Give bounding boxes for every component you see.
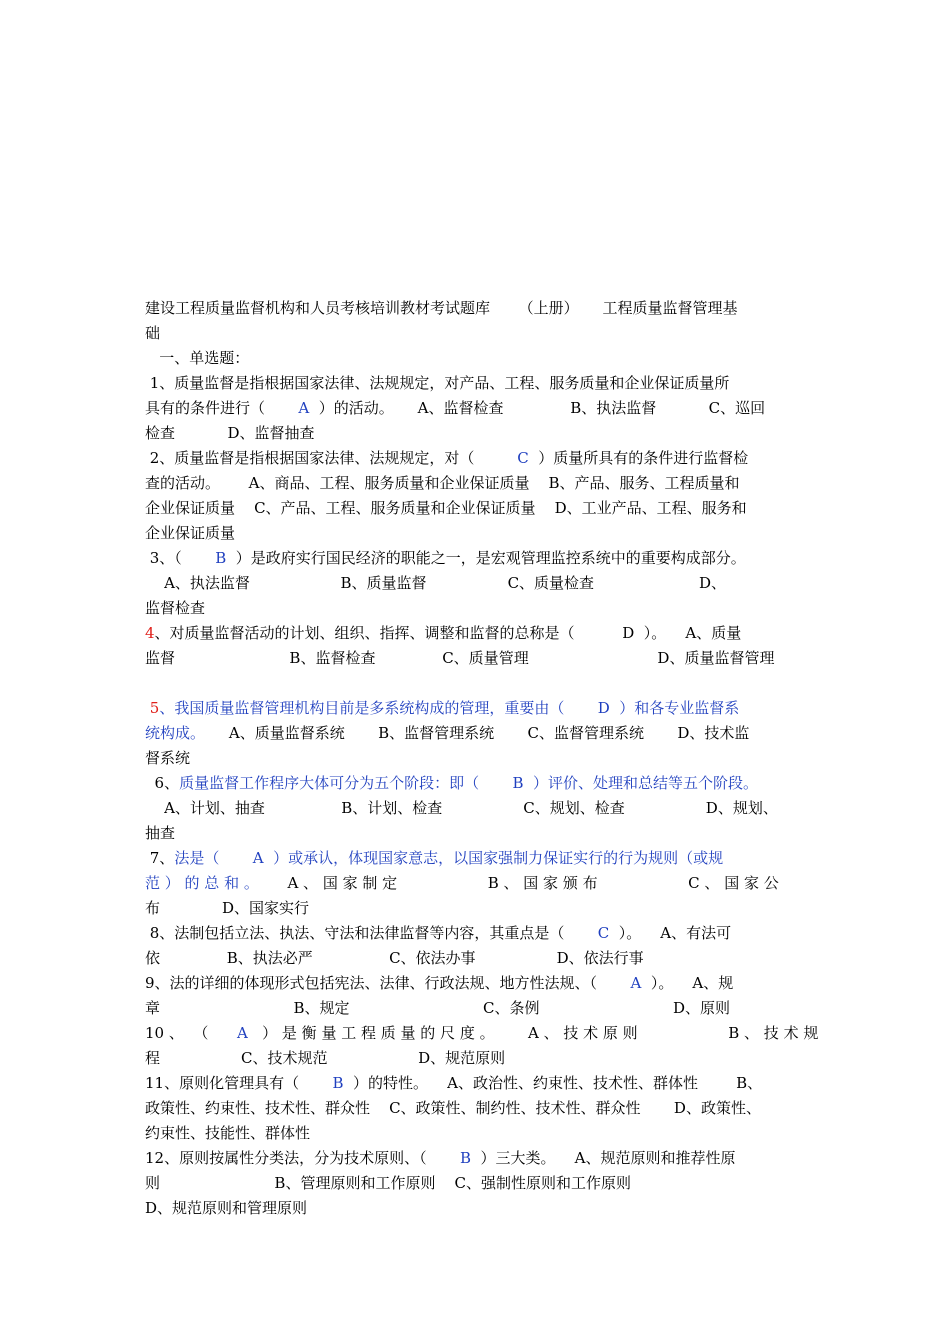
question-11-text: 11、原则化管理具有（	[145, 1074, 333, 1092]
question-9-text-tail: ）。 A、规	[641, 974, 734, 992]
question-11-line-3: 约束性、技能性、群体性	[145, 1124, 311, 1142]
question-9-line-2: 章 B、规定 C、条例 D、原则	[145, 999, 731, 1017]
question-9-line-1	[145, 971, 733, 995]
question-2-line-3: 企业保证质量 C、产品、工程、服务质量和企业保证质量 D、工业产品、工程、服务和	[145, 499, 747, 517]
question-7-text-cont: 范 ） 的 总 和 。	[145, 874, 259, 892]
question-4-number: 4	[145, 624, 155, 642]
question-12-line-2: 则 B、管理原则和工作原则 C、强制性原则和工作原则	[145, 1174, 632, 1192]
question-7-text: 法是（	[174, 849, 253, 867]
section-heading: 一、单选题：	[145, 349, 250, 367]
question-11-text-tail: ）的特性。 A、政治性、约束性、技术性、群体性 B、	[343, 1074, 763, 1092]
question-12-answer: B	[459, 1149, 471, 1167]
question-7-options: A 、 国 家 制 定 B 、 国 家 颁 布 C 、 国 家 公	[258, 874, 779, 892]
question-12-text: 12、原则按属性分类法，分为技术原则、（	[145, 1149, 460, 1167]
question-7-number: 7、	[145, 849, 175, 867]
question-8-answer: C	[597, 924, 610, 942]
question-1-options: ）的活动。 A、监督检查 B、执法监督 C、巡回	[309, 399, 766, 417]
question-5-text: 、我国质量监督管理机构目前是多系统构成的管理，重要由（	[159, 699, 598, 717]
question-8-text-tail: ）。 A、有法可	[609, 924, 732, 942]
question-9-answer: A	[630, 974, 642, 992]
question-5-options: A、质量监督系统 B、监督管理系统 C、监督管理系统 D、技术监	[205, 724, 750, 742]
question-4-text: 、对质量监督活动的计划、组织、指挥、调整和监督的总称是（	[154, 624, 623, 642]
question-6-line-3: 抽查	[145, 824, 176, 842]
question-6-text: 质量监督工作程序大体可分为五个阶段：即（	[179, 774, 513, 792]
question-5-line-2	[145, 721, 749, 745]
question-12-line-1	[145, 1146, 735, 1170]
question-4-answer: D	[622, 624, 635, 642]
question-5-answer: D	[597, 699, 610, 717]
question-11-line-2: 政策性、约束性、技术性、群众性 C、政策性、制约性、技术性、群众性 D、政策性、	[145, 1099, 761, 1117]
question-3-line-1	[145, 546, 746, 570]
question-5-text-tail: ）和各专业监督系	[609, 699, 740, 717]
question-1-text: 具有的条件进行（	[145, 399, 299, 417]
doc-title-line-1: 建设工程质量监督机构和人员考核培训教材考试题库 （上册） 工程质量监督管理基	[145, 299, 738, 317]
question-3-line-3: 监督检查	[145, 599, 206, 617]
question-6-number: 6、	[145, 774, 180, 792]
question-1-answer: A	[298, 399, 310, 417]
question-2-text-tail: ）质量所具有的条件进行监督检	[528, 449, 749, 467]
question-1-line-1: 1、质量监督是指根据国家法律、法规规定，对产品、工程、服务质量和企业保证质量所	[145, 374, 730, 392]
question-1-line-2	[145, 396, 765, 420]
question-11-line-1	[145, 1071, 762, 1095]
question-10-answer: A	[237, 1024, 248, 1042]
question-3-line-2: A、执法监督 B、质量监督 C、质量检查 D、	[145, 574, 726, 592]
question-5-number: 5	[145, 699, 160, 717]
question-6-answer: B	[512, 774, 524, 792]
question-10-text: 10 、 （	[145, 1024, 237, 1042]
question-8-text: 8、法制包括立法、执法、守法和法律监督等内容，其重点是（	[145, 924, 598, 942]
question-7-answer: A	[252, 849, 264, 867]
question-2-line-1	[145, 446, 748, 470]
question-10-line-1	[145, 1021, 818, 1045]
question-7-text-tail: ）或承认，体现国家意志，以国家强制力保证实行的行为规则（或规	[263, 849, 724, 867]
question-6-line-2: A、计划、抽查 B、计划、检查 C、规划、检查 D、规划、	[145, 799, 778, 817]
question-11-answer: B	[332, 1074, 344, 1092]
doc-title-line-2: 础	[145, 324, 161, 342]
question-7-line-3: 布 D、国家实行	[145, 899, 310, 917]
question-3-text: 3、（	[145, 549, 216, 567]
question-10-line-2: 程 C、技术规范 D、规范原则	[145, 1049, 506, 1067]
question-3-answer: B	[215, 549, 227, 567]
question-6-line-1	[145, 771, 758, 795]
question-7-line-2	[145, 871, 779, 895]
question-5-line-3: 督系统	[145, 749, 191, 767]
question-6-text-tail: ）评价、处理和总结等五个阶段。	[523, 774, 759, 792]
question-10-text-tail: ） 是 衡 量 工 程 质 量 的 尺 度 。 A 、 技 术 原 则 B 、 技 术 规	[247, 1024, 819, 1042]
question-8-line-2: 依 B、执法必严 C、依法办事 D、依法行事	[145, 949, 644, 967]
question-12-text-tail: ）三大类。 A、规范原则和推荐性原	[471, 1149, 736, 1167]
question-4-text-tail: ）。 A、质量	[634, 624, 742, 642]
question-7-line-1	[145, 846, 723, 870]
question-2-answer: C	[517, 449, 529, 467]
question-5-line-1	[145, 696, 739, 720]
question-1-line-3: 检查 D、监督抽查	[145, 424, 315, 442]
question-2-text: 2、质量监督是指根据国家法律、法规规定，对（	[145, 449, 518, 467]
question-9-text: 9、法的详细的体现形式包括宪法、法律、行政法规、地方性法规、（	[145, 974, 631, 992]
question-2-line-2: 查的活动。 A、商品、工程、服务质量和企业保证质量 B、产品、服务、工程质量和	[145, 474, 740, 492]
question-5-text-cont: 统构成。	[145, 724, 206, 742]
question-12-line-3: D、规范原则和管理原则	[145, 1199, 308, 1217]
question-4-line-2: 监督 B、监督检查 C、质量管理 D、质量监督管理	[145, 649, 775, 667]
question-4-line-1	[145, 621, 741, 645]
question-2-line-4: 企业保证质量	[145, 524, 236, 542]
question-8-line-1	[145, 921, 731, 945]
question-3-text-tail: ）是政府实行国民经济的职能之一，是宏观管理监控系统中的重要构成部分。	[226, 549, 746, 567]
